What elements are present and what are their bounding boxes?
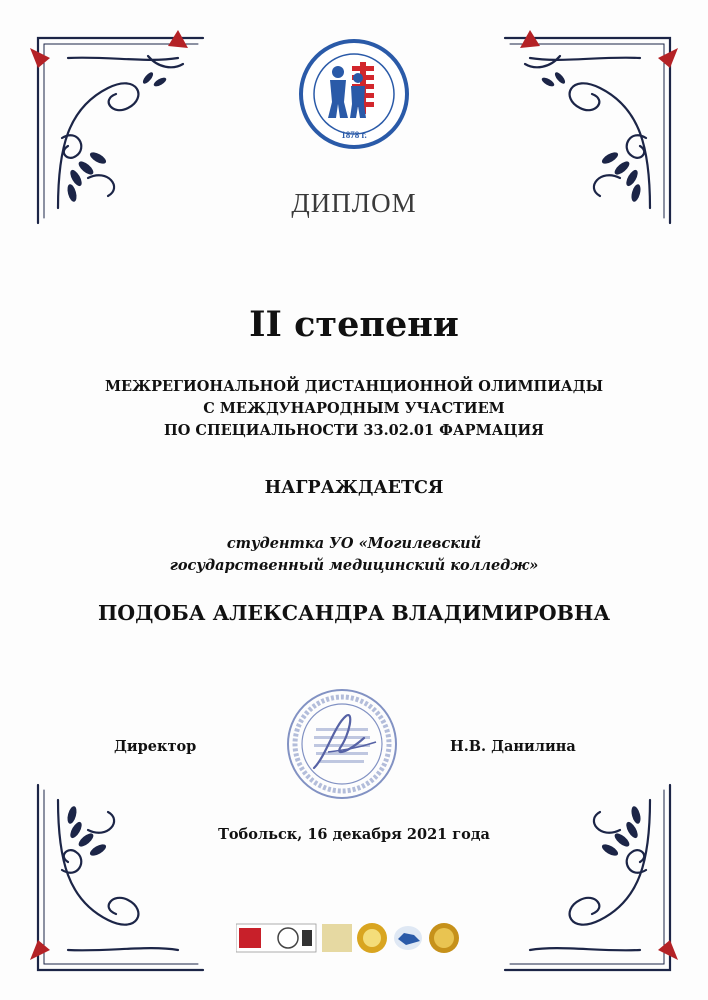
signature-role: Директор xyxy=(114,738,197,755)
signature-name: Н.В. Данилина xyxy=(450,738,576,755)
floral-corner-ornament-icon xyxy=(500,780,680,980)
olympiad-title xyxy=(0,376,708,442)
college-emblem-icon xyxy=(298,38,410,150)
student-line: государственный медицинский колледж» xyxy=(169,557,539,574)
student-line: студентка УО «Могилевский xyxy=(226,535,482,552)
certification-badges-icon xyxy=(236,921,476,955)
awarded-label: НАГРАЖДАЕТСЯ xyxy=(264,478,444,498)
olympiad-line: МЕЖРЕГИОНАЛЬНОЙ ДИСТАНЦИОННОЙ ОЛИМПИАДЫ xyxy=(104,378,604,395)
logo-year: 1878 г. xyxy=(341,130,367,140)
document-heading: ДИПЛОМ xyxy=(291,188,417,218)
olympiad-line: С МЕЖДУНАРОДНЫМ УЧАСТИЕМ xyxy=(203,400,505,417)
student-description xyxy=(0,533,708,577)
degree-title: II степени xyxy=(249,304,459,345)
round-seal-icon xyxy=(284,686,400,802)
floral-corner-ornament-icon xyxy=(28,780,208,980)
place-date: Тобольск, 16 декабря 2021 года xyxy=(218,826,490,843)
recipient-name: ПОДОБА АЛЕКСАНДРА ВЛАДИМИРОВНА xyxy=(97,601,611,625)
olympiad-line: ПО СПЕЦИАЛЬНОСТИ 33.02.01 ФАРМАЦИЯ xyxy=(164,422,544,439)
